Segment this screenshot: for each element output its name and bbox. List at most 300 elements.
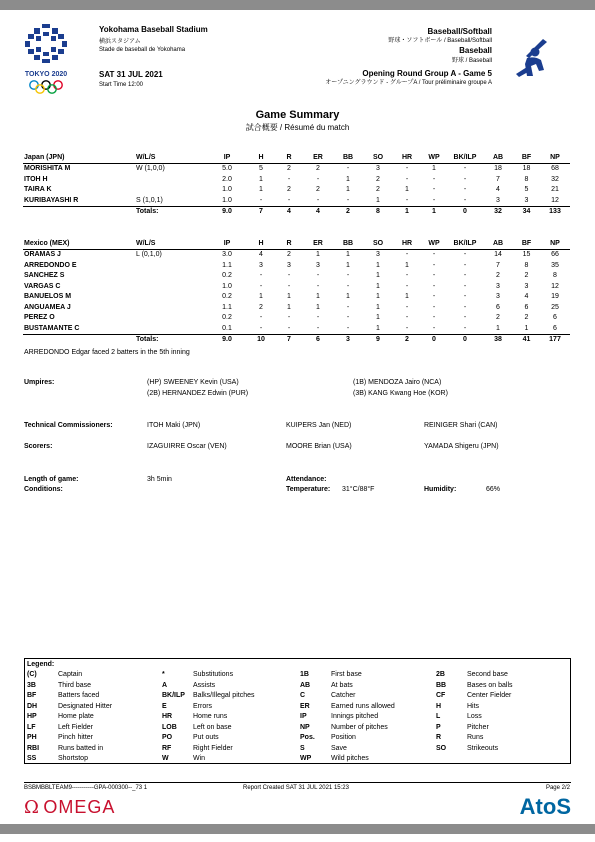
col-header: AB <box>483 152 513 163</box>
legend-desc: Batters faced <box>58 692 100 699</box>
bottom-bar <box>0 824 595 834</box>
stat-cell: - <box>346 314 350 322</box>
legend-desc: Balks/Illegal pitches <box>193 692 255 699</box>
stat-cell: 1 <box>376 196 380 204</box>
legend-desc: Errors <box>193 702 213 710</box>
stat-cell: 19 <box>551 293 559 301</box>
stat-cell: - <box>405 196 409 204</box>
stat-cell: 1 <box>376 303 380 311</box>
legend-desc: Catcher <box>331 692 356 699</box>
umpire-2b: (2B) HERNANDEZ Edwin (PUR) <box>147 390 249 397</box>
total-cell: 32 <box>483 206 513 217</box>
totals-label: Totals: <box>135 206 207 217</box>
total-cell: 3 <box>333 334 363 345</box>
umpire-hp: (HP) SWEENEY Kevin (USA) <box>147 379 239 386</box>
total-cell: 38 <box>483 334 513 345</box>
spacer <box>23 206 135 217</box>
stat-cell: 8 <box>524 175 529 183</box>
stat-cell: - <box>432 251 436 259</box>
stat-cell: - <box>346 303 350 311</box>
stat-cell: 2 <box>287 251 291 259</box>
stat-cell: - <box>463 282 467 290</box>
col-header: IP <box>207 238 247 249</box>
stat-cell: 2 <box>287 165 291 173</box>
game-date: SAT 31 JUL 2021 <box>99 70 163 79</box>
col-header: NP <box>540 238 570 249</box>
stat-cell: 1 <box>346 251 350 259</box>
tc-label: Technical Commissioners: <box>24 422 113 429</box>
wls-value: W (1,0,0) <box>136 165 165 173</box>
pitcher-name: MORISHITA M <box>24 165 71 173</box>
humidity-value: 66% <box>486 486 501 493</box>
stat-cell: 6 <box>553 324 557 332</box>
legend-desc: Runs <box>467 734 484 741</box>
total-cell: 34 <box>513 206 540 217</box>
stat-cell: 21 <box>551 186 559 194</box>
stat-cell: 1 <box>259 186 263 194</box>
stat-cell: 2 <box>524 314 529 322</box>
stat-cell: 4 <box>524 293 529 301</box>
total-cell: 0 <box>447 334 483 345</box>
stat-cell: - <box>287 314 291 322</box>
omega-symbol-icon: Ω <box>24 797 39 818</box>
stat-cell: - <box>259 196 263 204</box>
legend-abbr: * <box>162 671 165 678</box>
stat-cell: 4 <box>496 186 500 194</box>
col-header: HR <box>393 238 421 249</box>
tokyo-2020-emblem <box>20 22 72 74</box>
logo-text: TOKYO 2020 <box>24 71 68 78</box>
stat-cell: - <box>287 282 291 290</box>
stat-cell: 2 <box>316 165 320 173</box>
legend-abbr: 3B <box>27 681 36 689</box>
total-cell: 1 <box>393 206 421 217</box>
legend-desc: Center Fielder <box>467 692 512 699</box>
legend-abbr: R <box>436 734 442 741</box>
stat-cell: - <box>287 324 291 332</box>
stat-cell: 1 <box>376 282 380 290</box>
stat-cell: 6 <box>496 303 500 311</box>
stat-cell: - <box>432 261 436 269</box>
col-header: SO <box>363 238 393 249</box>
legend-abbr: LOB <box>162 723 177 731</box>
stat-cell: - <box>346 324 350 332</box>
spacer <box>23 334 135 345</box>
stat-cell: 2 <box>259 303 263 311</box>
legend-desc: Bases on balls <box>467 681 513 689</box>
legend-abbr: P <box>436 723 441 731</box>
col-header: BK/ILP <box>447 152 483 163</box>
stat-cell: - <box>405 175 409 183</box>
stat-cell: 1 <box>376 261 380 269</box>
stat-cell: 1 <box>405 293 409 301</box>
atos-logo: AtoS <box>519 794 571 819</box>
stat-cell: 68 <box>551 165 559 173</box>
col-header: AB <box>483 238 513 249</box>
legend-desc: Innings pitched <box>331 713 379 720</box>
legend-desc: Hits <box>467 702 480 710</box>
table-row <box>23 271 570 282</box>
stat-cell: 0.2 <box>222 293 232 301</box>
stat-cell: 2 <box>376 186 380 194</box>
total-cell: 4 <box>275 206 303 217</box>
stat-cell: 4 <box>259 251 263 259</box>
col-header: ER <box>303 238 333 249</box>
legend-desc: Substitutions <box>193 671 234 678</box>
start-time: Start Time 12:00 <box>99 82 144 88</box>
stat-cell: - <box>316 314 320 322</box>
top-bar <box>0 0 595 10</box>
stat-cell: 1 <box>405 186 409 194</box>
legend-abbr: PO <box>162 734 173 741</box>
total-cell: 177 <box>540 334 570 345</box>
table-row <box>23 302 570 313</box>
totals-row <box>23 206 570 217</box>
stat-cell: 1 <box>524 324 529 332</box>
footer-divider <box>24 782 571 783</box>
tc-1: ITOH Maki (JPN) <box>147 422 201 429</box>
stat-cell: 1 <box>376 314 380 322</box>
legend-title: Legend: <box>27 661 55 668</box>
col-header: BK/ILP <box>447 238 483 249</box>
wls-value <box>135 292 207 303</box>
stat-cell: - <box>463 272 467 280</box>
legend-desc: Third base <box>58 681 92 689</box>
stat-cell: 5 <box>259 165 263 173</box>
legend-abbr: H <box>436 702 442 710</box>
scorer-1: IZAGUIRRE Oscar (VEN) <box>147 443 227 450</box>
table-row <box>23 163 570 174</box>
table-row <box>23 281 570 292</box>
legend-desc: Pinch hitter <box>58 734 94 741</box>
stat-cell: - <box>405 165 409 173</box>
stat-cell: - <box>259 272 263 280</box>
pitcher-name: SANCHEZ S <box>24 272 65 280</box>
stat-cell: 3 <box>259 261 263 269</box>
legend-desc: Designated Hitter <box>58 702 113 710</box>
col-header: IP <box>207 152 247 163</box>
legend-abbr: ER <box>300 702 310 710</box>
total-cell: 4 <box>303 206 333 217</box>
legend-desc: Shortstop <box>58 755 88 762</box>
umpire-3b: (3B) KANG Kwang Hoe (KOR) <box>353 390 448 397</box>
col-header: WP <box>421 152 447 163</box>
stat-cell: 2 <box>376 175 380 183</box>
stat-cell: 1 <box>316 303 320 311</box>
total-cell: 7 <box>275 334 303 345</box>
stat-cell: 1 <box>376 324 380 332</box>
table-row <box>23 185 570 196</box>
col-header: BB <box>333 238 363 249</box>
stat-cell: 1 <box>287 303 291 311</box>
stat-cell: - <box>432 282 436 290</box>
legend-abbr: BF <box>27 692 37 699</box>
stat-cell: - <box>405 251 409 259</box>
legend-abbr: S <box>300 744 305 752</box>
legend-desc: Wild pitches <box>331 755 369 762</box>
venue-name: Yokohama Baseball Stadium <box>99 25 208 34</box>
stat-cell: 12 <box>551 282 559 290</box>
stat-cell: 3 <box>316 261 320 269</box>
page-number: Page 2/2 <box>545 785 570 791</box>
total-cell: 0 <box>447 206 483 217</box>
pitcher-name: KURIBAYASHI R <box>24 196 79 204</box>
legend-desc: Pitcher <box>467 723 489 731</box>
stat-cell: - <box>463 293 467 301</box>
venue-name-fr: Stade de baseball de Yokohama <box>99 47 186 53</box>
baseball-pictogram-icon <box>513 36 557 85</box>
legend-abbr: HR <box>162 713 173 720</box>
stat-cell: - <box>432 175 436 183</box>
stat-cell: 2 <box>496 314 500 322</box>
report-created: Report Created SAT 31 JUL 2021 15:23 <box>243 785 349 791</box>
legend-desc: Second base <box>467 671 508 678</box>
col-header: NP <box>540 152 570 163</box>
stat-cell: - <box>405 303 409 311</box>
conditions-label: Conditions: <box>24 486 63 493</box>
legend-abbr: RBI <box>27 744 40 752</box>
legend-abbr: AB <box>300 681 311 689</box>
legend-desc: Home runs <box>193 713 228 720</box>
stat-cell: 3 <box>376 165 380 173</box>
total-cell: 133 <box>540 206 570 217</box>
stat-cell: - <box>316 175 320 183</box>
table-row <box>23 323 570 334</box>
legend-abbr: L <box>436 713 441 720</box>
stat-cell: 1.0 <box>222 186 232 194</box>
pitcher-name: TAIRA K <box>24 186 52 194</box>
stat-cell: 1.0 <box>222 282 232 290</box>
stat-cell: 1.0 <box>222 196 232 204</box>
legend-desc: At bats <box>331 681 353 689</box>
stat-cell: 1 <box>346 175 350 183</box>
japan-pitching-table <box>23 152 570 217</box>
col-header: H <box>247 152 275 163</box>
stat-cell: - <box>316 196 320 204</box>
omega-wordmark: OMEGA <box>43 797 116 817</box>
table-row <box>23 260 570 271</box>
stat-cell: - <box>432 272 436 280</box>
temperature-value: 31°C/88°F <box>342 486 375 493</box>
col-header: WP <box>421 238 447 249</box>
game-note: ARREDONDO Edgar faced 2 batters in the 5th inning <box>24 349 190 356</box>
stat-cell: - <box>287 272 291 280</box>
legend-desc: Right Fielder <box>193 744 233 752</box>
col-header: BB <box>333 152 363 163</box>
legend-abbr: (C) <box>27 671 37 678</box>
stat-cell: 1 <box>346 261 350 269</box>
pitcher-name: ANGUAMEA J <box>24 303 71 311</box>
stat-cell: 2 <box>287 186 291 194</box>
stat-cell: - <box>316 282 320 290</box>
stat-cell: - <box>405 314 409 322</box>
total-cell: 7 <box>247 206 275 217</box>
col-header: R <box>275 238 303 249</box>
legend-desc: Captain <box>58 671 83 678</box>
stat-cell: 5 <box>524 186 529 194</box>
stat-cell: 35 <box>551 261 559 269</box>
stat-cell: 3 <box>287 261 291 269</box>
pitcher-name: ITOH H <box>24 175 48 183</box>
total-cell: 8 <box>363 206 393 217</box>
footer-code: BSBMBBLTEAM9-----------GPA-000300--_73 1 <box>24 785 148 791</box>
stat-cell: - <box>463 196 467 204</box>
phase-title: Opening Round Group A - Game 5 <box>362 69 492 78</box>
table-row <box>23 292 570 303</box>
stat-cell: 3 <box>496 196 500 204</box>
sport-title: Baseball/Softball <box>427 27 492 36</box>
stat-cell: 3 <box>496 282 500 290</box>
legend-desc: Win <box>193 755 206 762</box>
stat-cell: 1 <box>259 175 263 183</box>
umpire-1b: (1B) MENDOZA Jairo (NCA) <box>353 379 442 386</box>
pitcher-name: PEREZ O <box>24 314 55 322</box>
legend-abbr: C <box>300 692 306 699</box>
stat-cell: - <box>463 251 467 259</box>
stat-cell: 1 <box>287 293 291 301</box>
stat-cell: 2.0 <box>222 175 232 183</box>
attendance-label: Attendance: <box>286 476 327 483</box>
page-subtitle: 試合概要 / Résumé du match <box>245 123 350 132</box>
legend-desc: Number of pitches <box>331 723 388 731</box>
legend-desc: Loss <box>467 713 482 720</box>
stat-cell: - <box>432 303 436 311</box>
stat-cell: - <box>463 186 467 194</box>
stat-cell: 66 <box>551 251 559 259</box>
stat-cell: 18 <box>494 165 502 173</box>
stat-cell: 7 <box>496 261 500 269</box>
wls-value <box>135 281 207 292</box>
pitcher-name: BANUELOS M <box>24 293 72 301</box>
scorers-label: Scorers: <box>24 443 53 450</box>
pitcher-name: BUSTAMANTE C <box>24 324 80 332</box>
table-row <box>23 195 570 206</box>
stat-cell: 3 <box>524 196 529 204</box>
stat-cell: - <box>405 324 409 332</box>
legend-abbr: 2B <box>436 671 445 678</box>
table-row <box>23 174 570 185</box>
stat-cell: - <box>432 324 436 332</box>
stat-cell: 3.0 <box>222 251 232 259</box>
stat-cell: - <box>346 196 350 204</box>
stat-cell: - <box>463 314 467 322</box>
stat-cell: 0.1 <box>222 324 232 332</box>
stat-cell: 1 <box>376 272 380 280</box>
legend-desc: Position <box>331 734 356 741</box>
legend-abbr: W <box>162 755 169 762</box>
legend-desc: First base <box>331 671 362 678</box>
stat-cell: 1 <box>432 165 436 173</box>
legend-desc: Left on base <box>193 723 232 731</box>
total-cell: 10 <box>247 334 275 345</box>
stat-cell: 1 <box>259 293 263 301</box>
length-label: Length of game: <box>24 476 79 483</box>
total-cell: 9 <box>363 334 393 345</box>
page-title: Game Summary <box>255 109 340 121</box>
stat-cell: - <box>346 282 350 290</box>
stat-cell: 0.2 <box>222 272 232 280</box>
stat-cell: 3 <box>496 293 500 301</box>
stat-cell: - <box>316 272 320 280</box>
wls-value <box>135 174 207 185</box>
col-header: SO <box>363 152 393 163</box>
legend-desc: Save <box>331 744 347 752</box>
stat-cell: - <box>405 282 409 290</box>
legend-desc: Put outs <box>193 734 219 741</box>
legend-abbr: HP <box>27 713 37 720</box>
col-header: H <box>247 238 275 249</box>
wls-value: L (0,1,0) <box>136 251 162 259</box>
stat-cell: - <box>405 272 409 280</box>
totals-row <box>23 334 570 345</box>
col-header: ER <box>303 152 333 163</box>
legend-desc: Home plate <box>58 713 94 720</box>
stat-cell: 2 <box>524 272 529 280</box>
col-header: BF <box>513 238 540 249</box>
legend-abbr: SS <box>27 755 37 762</box>
stat-cell: 1 <box>316 293 320 301</box>
stat-cell: - <box>346 272 350 280</box>
col-header: W/L/S <box>135 238 207 249</box>
sport-subtitle: 野球・ソフトボール / Baseball/Softball <box>388 38 492 44</box>
totals-label: Totals: <box>135 334 207 345</box>
pitcher-name: ARREDONDO E <box>24 261 77 269</box>
stat-cell: 3 <box>524 282 529 290</box>
stat-cell: - <box>463 165 467 173</box>
stat-cell: 1 <box>405 261 409 269</box>
stat-cell: 1 <box>376 293 380 301</box>
total-cell: 9.0 <box>207 206 247 217</box>
stat-cell: 2 <box>316 186 320 194</box>
wls-value <box>135 323 207 334</box>
total-cell: 6 <box>303 334 333 345</box>
col-header: W/L/S <box>135 152 207 163</box>
legend-abbr: RF <box>162 744 172 752</box>
wls-value <box>135 302 207 313</box>
stat-cell: 1 <box>346 293 350 301</box>
stat-cell: 15 <box>522 251 531 259</box>
tc-2: KUIPERS Jan (NED) <box>286 422 352 429</box>
legend-abbr: WP <box>300 755 312 762</box>
total-cell: 2 <box>333 206 363 217</box>
venue-name-jp: 横浜スタジアム <box>99 39 141 45</box>
legend-abbr: PH <box>27 734 37 741</box>
total-cell: 41 <box>513 334 540 345</box>
event-subtitle: 野球 / Baseball <box>451 58 492 64</box>
table-row <box>23 313 570 324</box>
event-title: Baseball <box>459 46 492 55</box>
stat-cell: - <box>432 293 436 301</box>
legend-box <box>24 658 571 764</box>
stat-cell: - <box>259 314 263 322</box>
stat-cell: - <box>463 324 467 332</box>
stat-cell: 1.1 <box>222 303 232 311</box>
stat-cell: - <box>259 324 263 332</box>
legend-desc: Runs batted in <box>58 744 104 752</box>
total-cell: 2 <box>393 334 421 345</box>
temperature-label: Temperature: <box>286 486 331 493</box>
stat-cell: - <box>346 165 350 173</box>
stat-cell: - <box>432 196 436 204</box>
mexico-pitching-table <box>23 238 570 345</box>
legend-abbr: IP <box>300 713 307 720</box>
total-cell: 0 <box>421 334 447 345</box>
stat-cell: - <box>463 303 467 311</box>
stat-cell: 0.2 <box>222 314 232 322</box>
stat-cell: - <box>287 196 291 204</box>
tc-3: REINIGER Shari (CAN) <box>424 422 498 429</box>
stat-cell: - <box>259 282 263 290</box>
